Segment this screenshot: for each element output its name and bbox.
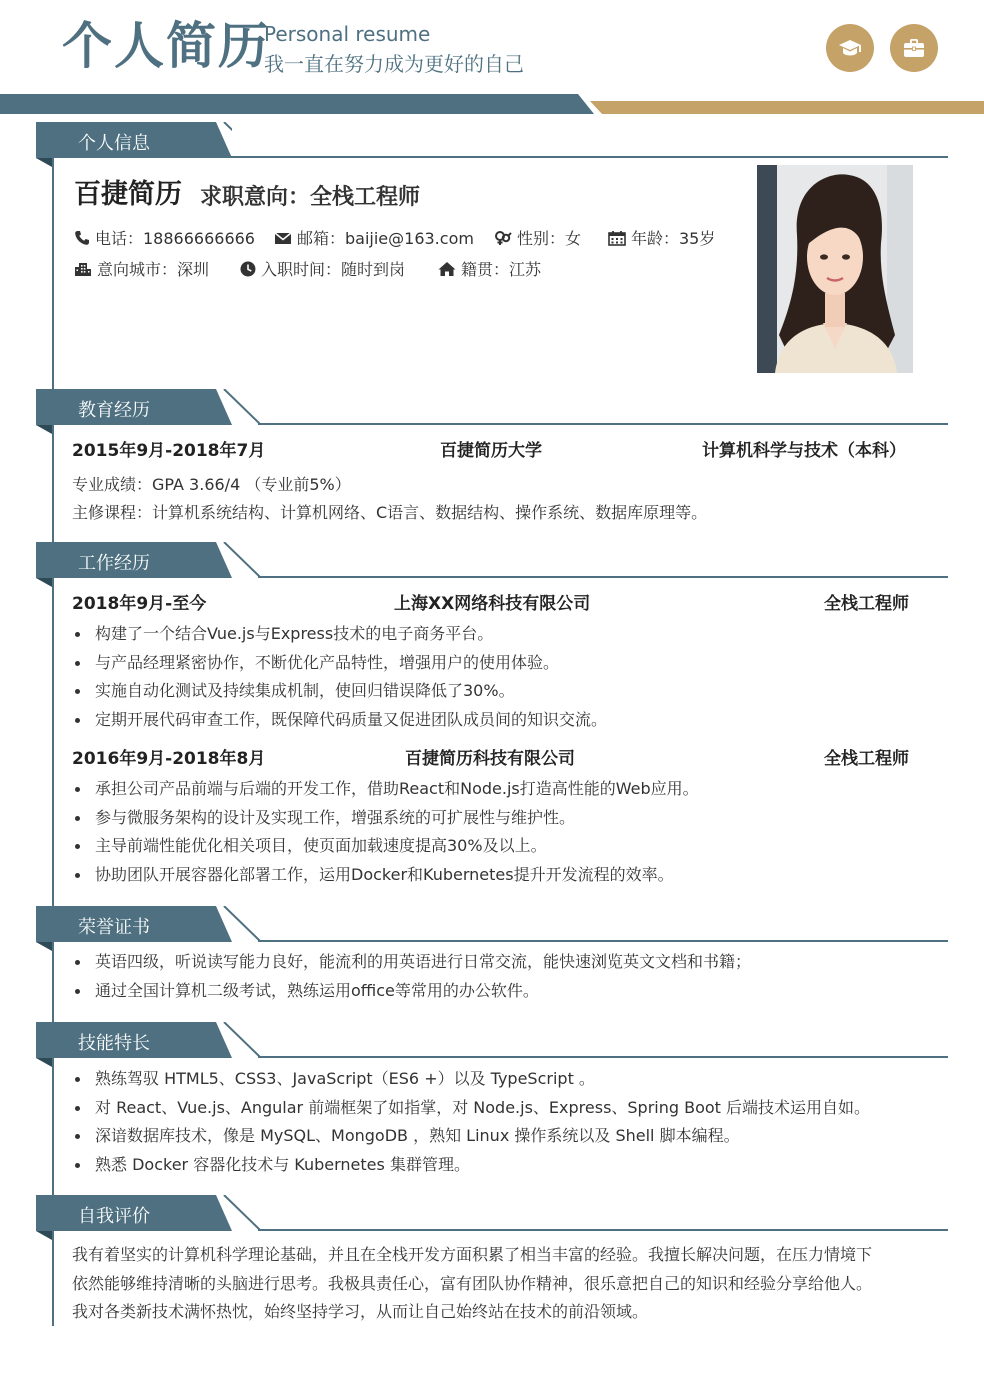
calendar-icon [608, 230, 626, 246]
subtitle-chinese: 我一直在努力成为更好的自己 [264, 52, 524, 76]
mail-icon [274, 230, 292, 246]
self-eval-line: 我有着坚实的计算机科学理论基础，并且在全栈开发方面积累了相当丰富的经验。我擅长解决问题，在压力情境下 [72, 1245, 873, 1264]
section-header-self-eval [36, 1195, 948, 1235]
timeline-line [52, 577, 54, 907]
education-school: 百捷简历大学 [440, 441, 542, 461]
phone-info: 电话：18866666666 [74, 226, 255, 249]
profile-photo [757, 165, 913, 373]
list-item: 实施自动化测试及持续集成机制，使回归错误降低了30%。 [72, 677, 607, 706]
page-title: 个人简历 [62, 17, 270, 75]
list-item: 熟练驾驭 HTML5、CSS3、JavaScript（ES6 +）以及 TypeScript 。 [72, 1065, 870, 1094]
job-company: 上海XX网络科技有限公司 [394, 594, 591, 614]
self-eval-line: 我对各类新技术满怀热忱，始终坚持学习，从而让自己始终站在技术的前沿领域。 [72, 1302, 649, 1321]
list-item: 与产品经理紧密协作，不断优化产品特性，增强用户的使用体验。 [72, 649, 607, 678]
education-major: 计算机科学与技术（本科） [702, 441, 906, 461]
skills-list [72, 1065, 870, 1179]
gender-info: 性别：女 [494, 226, 581, 249]
job-role: 全栈工程师 [824, 749, 909, 769]
list-item: 参与微服务架构的设计及实现工作，增强系统的可扩展性与维护性。 [72, 804, 699, 833]
candidate-name: 百捷简历 [74, 179, 182, 210]
job-period: 2016年9月-2018年8月 [72, 749, 266, 769]
timeline-line [52, 941, 54, 1025]
age-info: 年龄：35岁 [608, 226, 715, 249]
list-item: 定期开展代码审查工作，既保障代码质量又促进团队成员间的知识交流。 [72, 706, 607, 735]
education-period: 2015年9月-2018年7月 [72, 441, 266, 461]
email-info: 邮箱：baijie@163.com [274, 226, 474, 249]
section-title: 工作经历 [78, 553, 150, 574]
gender-icon [494, 230, 512, 246]
list-item: 构建了一个结合Vue.js与Express技术的电子商务平台。 [72, 620, 607, 649]
phone-icon [74, 230, 90, 246]
section-title: 技能特长 [78, 1033, 150, 1054]
job-duties-list [72, 775, 699, 889]
job-period: 2018年9月-至今 [72, 594, 207, 614]
subtitle-english: Personal resume [264, 22, 431, 46]
education-courses: 主修课程：计算机系统结构、计算机网络、C语言、数据结构、操作系统、数据库原理等。 [72, 503, 708, 522]
list-item: 对 React、Vue.js、Angular 前端框架了如指掌，对 Node.js、Express、Spring Boot 后端技术运用自如。 [72, 1094, 870, 1123]
self-eval-line: 依然能够维持清晰的头脑进行思考。我极具责任心，富有团队协作精神，很乐意把自己的知识和经验分享给他人。 [72, 1274, 873, 1293]
list-item: 深谙数据库技术，像是 MySQL、MongoDB ，熟知 Linux 操作系统以及 Shell 脚本编程。 [72, 1122, 870, 1151]
job-company: 百捷简历科技有限公司 [405, 749, 575, 769]
graduation-cap-icon [826, 24, 874, 72]
timeline-line [52, 1230, 54, 1326]
list-item: 通过全国计算机二级考试，熟练运用office等常用的办公软件。 [72, 977, 751, 1006]
list-item: 熟悉 Docker 容器化技术与 Kubernetes 集群管理。 [72, 1151, 870, 1180]
city-icon [74, 261, 92, 277]
section-title: 自我评价 [78, 1206, 150, 1227]
job-duties-list [72, 620, 607, 734]
section-header-education [36, 389, 948, 429]
section-title: 荣誉证书 [78, 917, 150, 938]
city-info: 意向城市：深圳 [74, 257, 209, 280]
start-time-info: 入职时间：随时到岗 [240, 257, 405, 280]
section-header-skills [36, 1022, 948, 1062]
section-title: 教育经历 [78, 400, 150, 421]
list-item: 承担公司产品前端与后端的开发工作，借助React和Node.js打造高性能的Web应用。 [72, 775, 699, 804]
home-icon [438, 261, 456, 277]
clock-icon [240, 261, 256, 277]
list-item: 英语四级，听说读写能力良好，能流利的用英语进行日常交流，能快速浏览英文文档和书籍； [72, 948, 751, 977]
list-item: 主导前端性能优化相关项目，使页面加载速度提高30%及以上。 [72, 832, 699, 861]
job-role: 全栈工程师 [824, 594, 909, 614]
timeline-line [52, 1057, 54, 1195]
honors-list [72, 948, 751, 1005]
section-title: 个人信息 [78, 133, 150, 154]
timeline-line [52, 424, 54, 544]
job-intent: 求职意向：全栈工程师 [200, 185, 421, 210]
education-score: 专业成绩：GPA 3.66/4 （专业前5%） [72, 475, 351, 494]
section-header-personal [36, 122, 948, 162]
section-header-honors [36, 906, 948, 946]
timeline-line [52, 156, 54, 400]
section-header-work [36, 542, 948, 582]
list-item: 协助团队开展容器化部署工作，运用Docker和Kubernetes提升开发流程的效率。 [72, 861, 699, 890]
hometown-info: 籍贯：江苏 [438, 257, 541, 280]
header-band [0, 92, 984, 116]
briefcase-icon [890, 24, 938, 72]
